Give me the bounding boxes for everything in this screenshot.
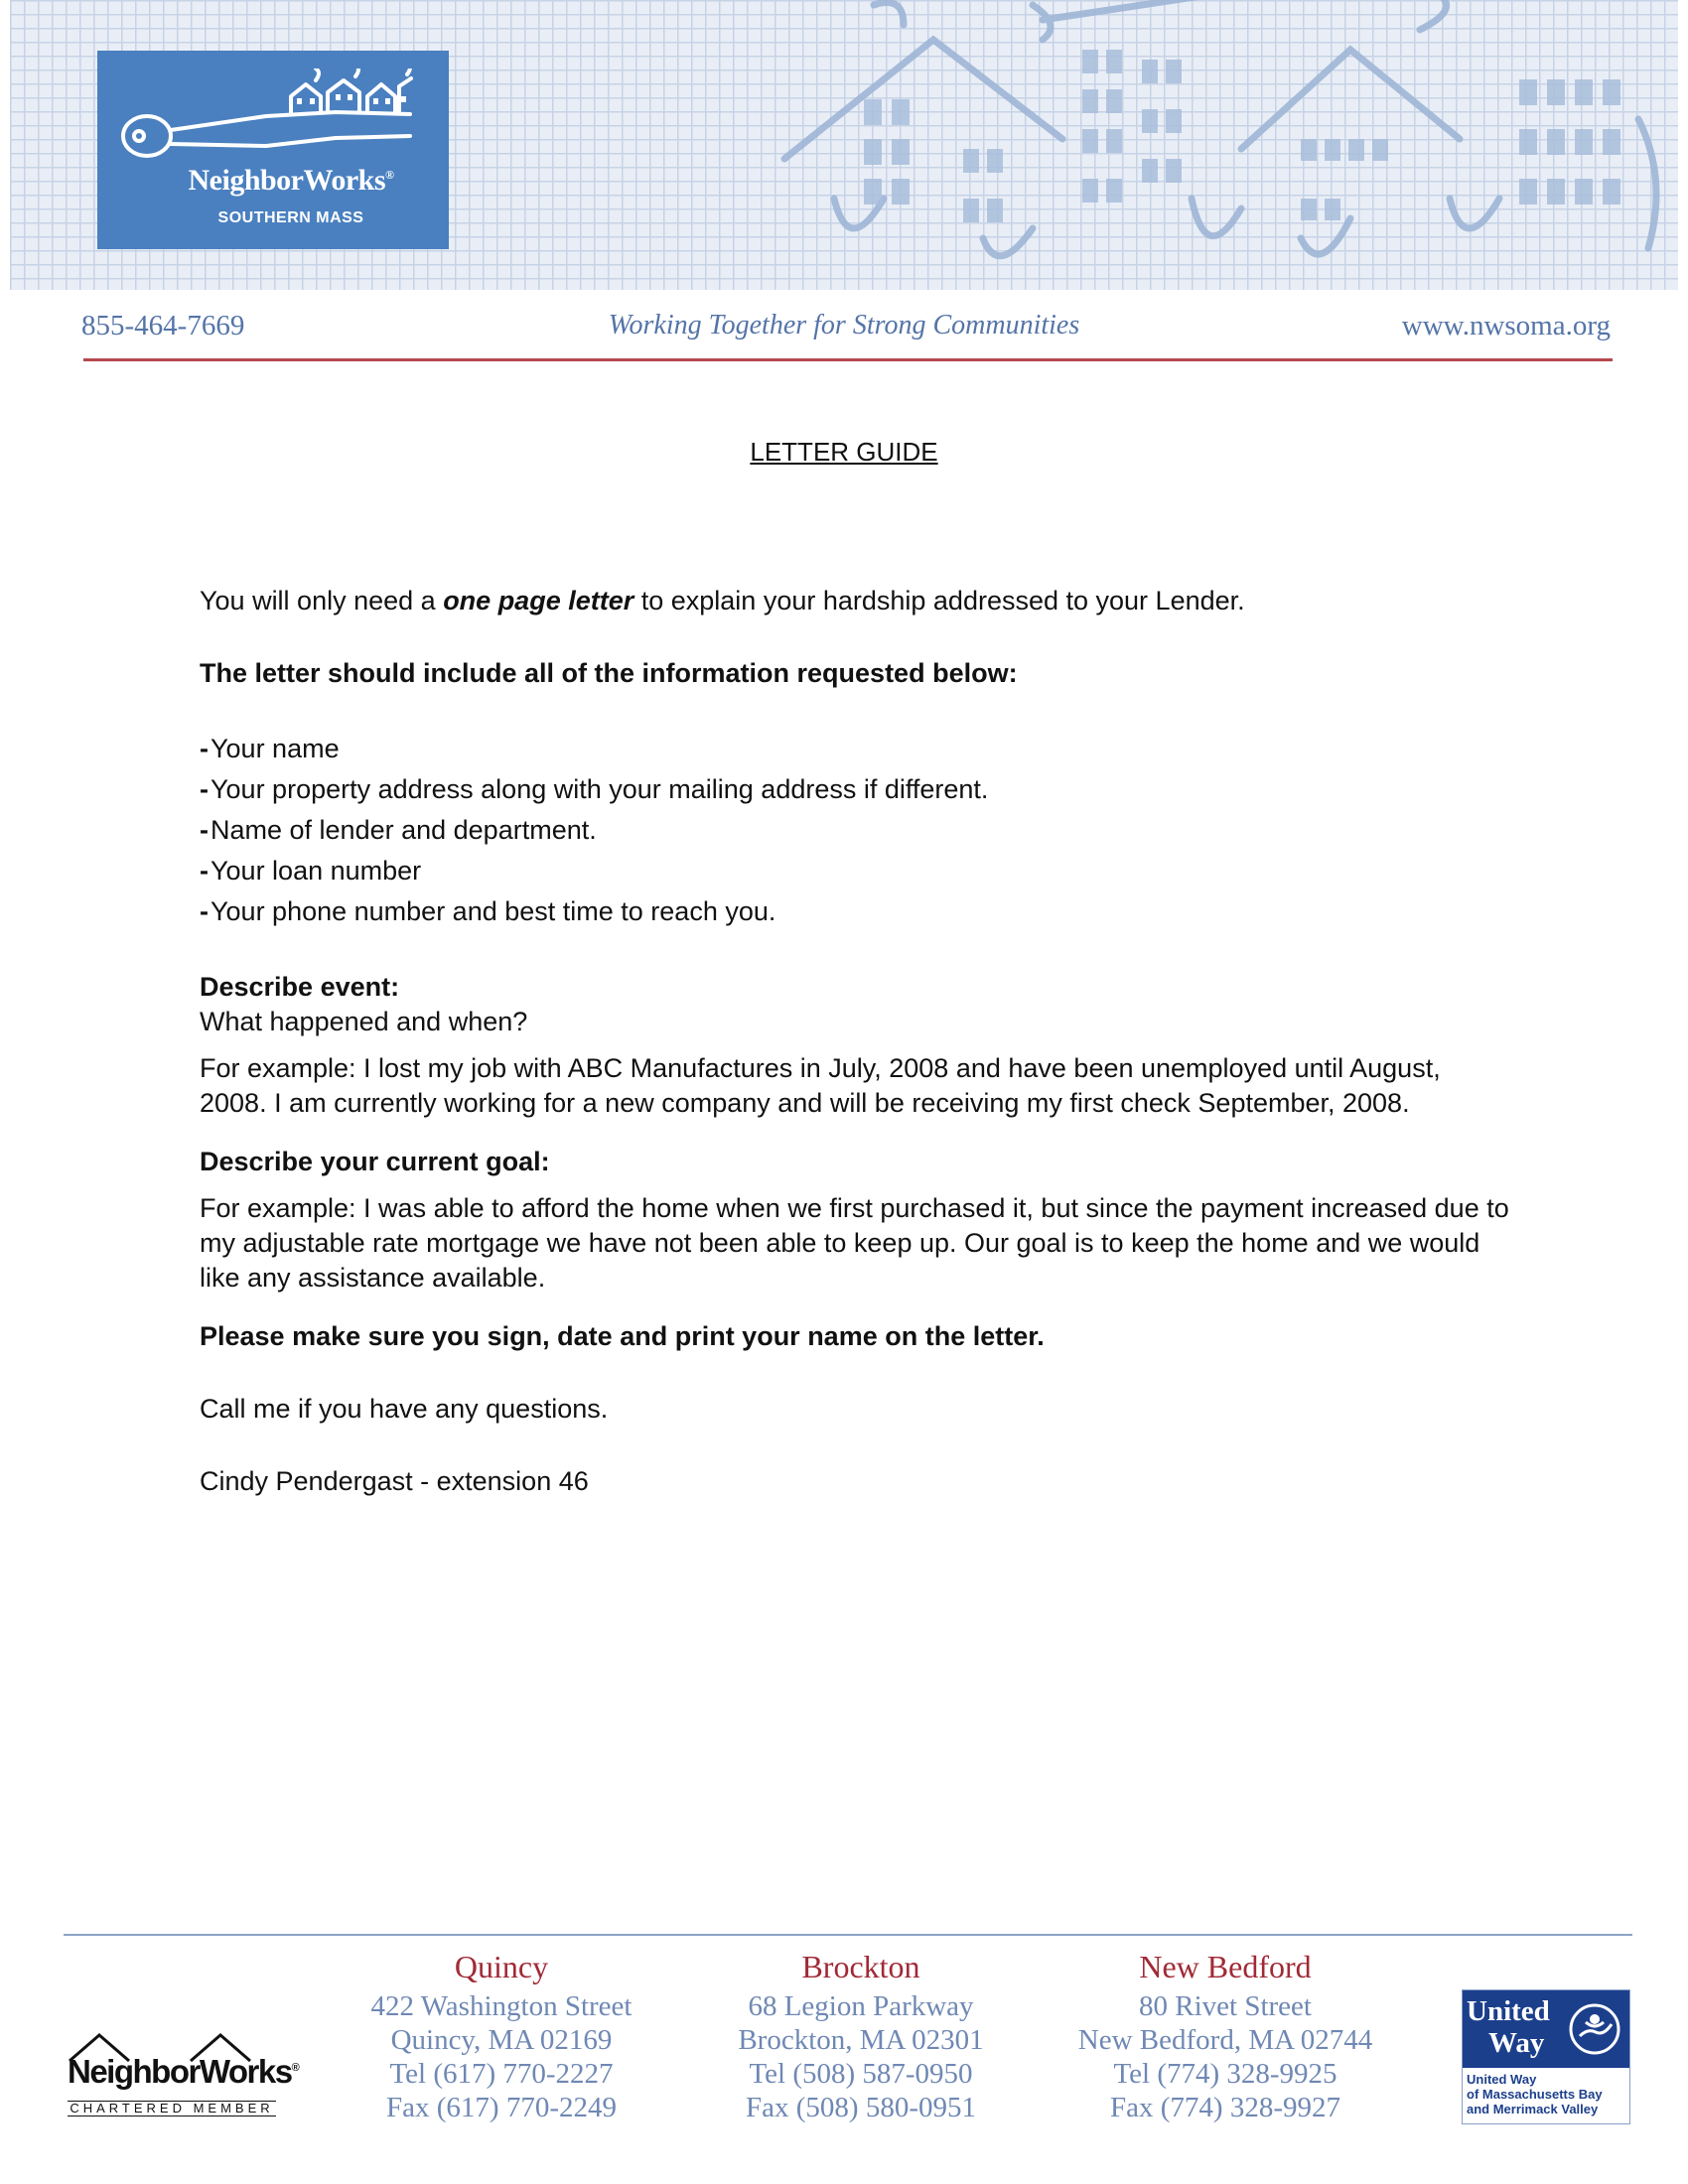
member-logo-subtitle: CHARTERED MEMBER bbox=[68, 2101, 276, 2116]
logo-subtitle: SOUTHERN MASS bbox=[217, 209, 364, 226]
header-banner bbox=[10, 0, 1678, 290]
logo-wordmark: NeighborWorks® bbox=[188, 164, 394, 197]
office-brockton bbox=[702, 1944, 1020, 2124]
list-item: -Your property address along with your mailing address if different. bbox=[200, 774, 989, 804]
office-street: 68 Legion Parkway bbox=[748, 1990, 974, 2022]
website-link[interactable]: www.nwsoma.org bbox=[1401, 310, 1611, 341]
intro-emphasis: one page letter bbox=[443, 586, 634, 615]
requirements-list bbox=[200, 729, 1510, 932]
list-item: -Your loan number bbox=[200, 856, 422, 886]
event-heading: Describe event: bbox=[200, 972, 400, 1002]
list-item: -Your name bbox=[200, 734, 340, 763]
united-way-subtitle: United Way of Massachusetts Bay and Merrimack Valley bbox=[1467, 2072, 1603, 2116]
neighborworks-chartered-member-logo bbox=[62, 2033, 299, 2116]
office-citystate: Quincy, MA 02169 bbox=[390, 2024, 613, 2056]
office-citystate: New Bedford, MA 02744 bbox=[1077, 2024, 1373, 2056]
list-item: -Your phone number and best time to reach you. bbox=[200, 896, 776, 926]
united-way-name-line2: Way bbox=[1488, 2027, 1545, 2059]
event-question: What happened and when? bbox=[200, 1007, 528, 1036]
requirements-heading: The letter should include all of the information requested below: bbox=[200, 658, 1018, 688]
phone-number: 855-464-7669 bbox=[81, 310, 245, 341]
office-new-bedford bbox=[1066, 1944, 1384, 2124]
list-item: -Name of lender and department. bbox=[200, 815, 597, 845]
united-way-name-line1: United bbox=[1467, 1995, 1550, 2027]
office-city: Quincy bbox=[454, 1949, 549, 1984]
office-street: 80 Rivet Street bbox=[1139, 1990, 1312, 2022]
office-citystate: Brockton, MA 02301 bbox=[738, 2024, 984, 2056]
united-way-banner bbox=[1463, 1990, 1629, 2068]
header-divider bbox=[83, 358, 1613, 361]
office-city: Brockton bbox=[801, 1949, 920, 1984]
goal-example: For example: I was able to afford the home when we first purchased it, but since the payment increased due to my adjustable rate mortgage we have not been able to keep up. Our goal is to keep the home and we would like any assistance available. bbox=[200, 1193, 1509, 1293]
office-street: 422 Washington Street bbox=[370, 1990, 633, 2022]
event-example: For example: I lost my job with ABC Manufactures in July, 2008 and have been unemployed until August, 2008. I am currently working for a new company and will be receiving my first check September, 2008. bbox=[200, 1053, 1441, 1118]
call-note: Call me if you have any questions. bbox=[200, 1394, 609, 1424]
tagline: Working Together for Strong Communities bbox=[608, 310, 1080, 341]
goal-heading: Describe your current goal: bbox=[200, 1147, 550, 1176]
office-tel: Tel (508) 587-0950 bbox=[749, 2058, 973, 2090]
office-quincy bbox=[343, 1944, 660, 2124]
contact-line: Cindy Pendergast - extension 46 bbox=[200, 1466, 589, 1496]
page-title: LETTER GUIDE bbox=[750, 437, 938, 467]
office-fax: Fax (774) 328-9927 bbox=[1110, 2092, 1340, 2123]
sign-note: Please make sure you sign, date and print your name on the letter. bbox=[200, 1321, 1045, 1351]
office-fax: Fax (508) 580-0951 bbox=[746, 2092, 976, 2123]
office-tel: Tel (617) 770-2227 bbox=[389, 2058, 614, 2090]
united-way-logo bbox=[1462, 1989, 1630, 2124]
letter-guide-body bbox=[200, 584, 1510, 1499]
key-icon bbox=[117, 68, 435, 178]
footer-divider bbox=[64, 1934, 1632, 1936]
intro-paragraph: You will only need a one page letter to explain your hardship addressed to your Lender. bbox=[200, 586, 1245, 615]
member-logo-wordmark: NeighborWorks® bbox=[68, 2053, 299, 2090]
office-city: New Bedford bbox=[1139, 1949, 1312, 1984]
office-tel: Tel (774) 328-9925 bbox=[1113, 2058, 1337, 2090]
office-fax: Fax (617) 770-2249 bbox=[386, 2092, 617, 2123]
helping-hand-icon bbox=[1566, 2000, 1623, 2058]
neighborworks-logo bbox=[97, 51, 449, 249]
